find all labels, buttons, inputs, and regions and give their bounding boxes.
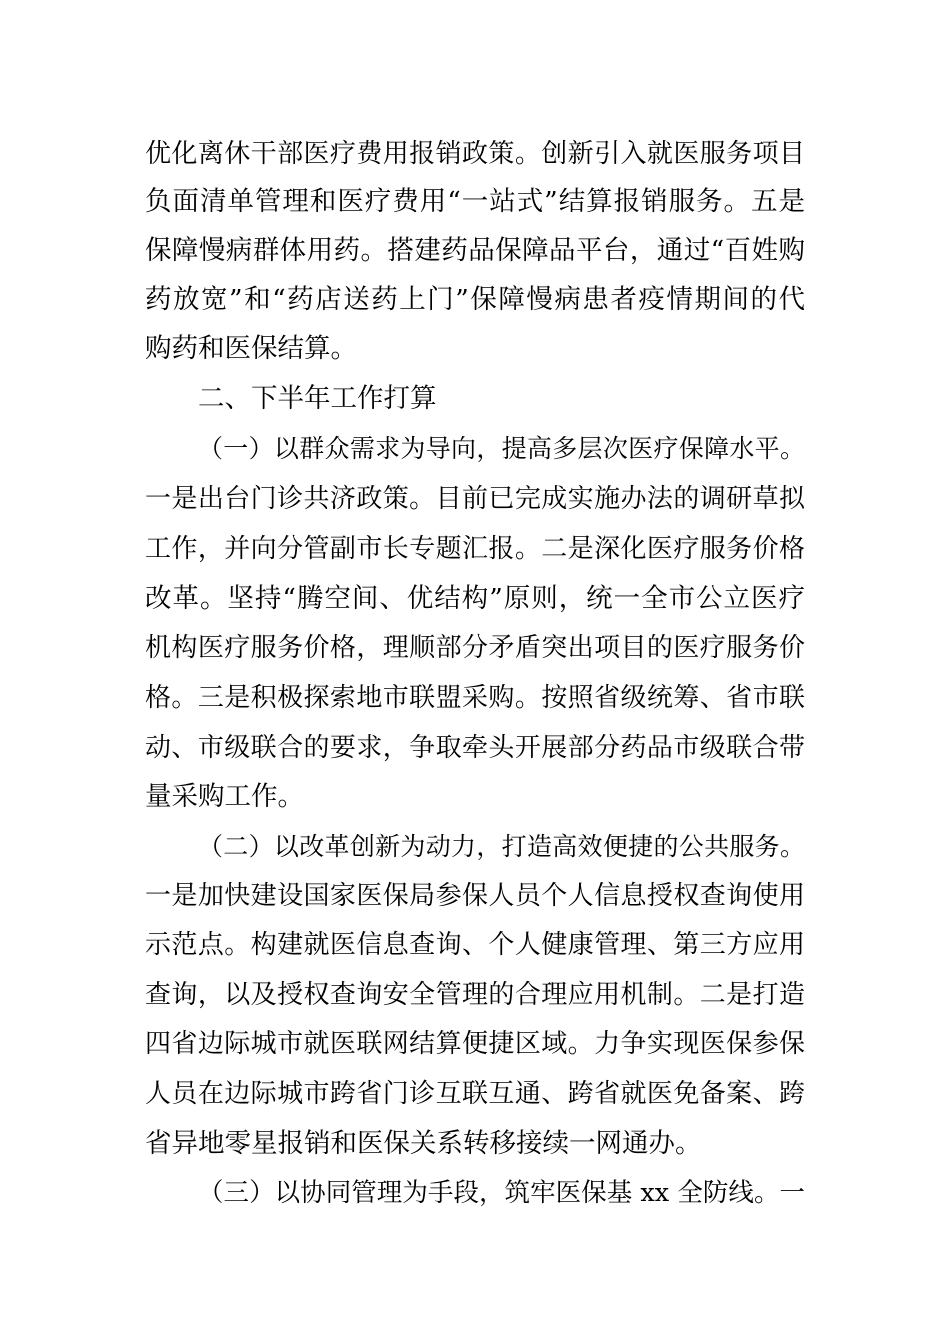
text-line-5: 购药和医保结算。 [145,333,357,364]
subsection-heading-2: （二）以改革创新为动力，打造高效便捷的公共服务。 [198,832,805,861]
text-line-13: 动、市级联合的要求，争取牵头开展部分药品市级联合带 [145,733,805,763]
text-line-10: 改革。坚持“腾空间、优结构”原则，统一全市公立医疗 [145,583,805,614]
text-line-1: 优化离休干部医疗费用报销政策。创新引入就医服务项目 [145,139,805,169]
text-line-3: 保障慢病群体用药。搭建药品保障品平台，通过“百姓购 [145,235,805,266]
text-line-20: 人员在边际城市跨省门诊互联互通、跨省就医免备案、跨 [145,1079,805,1109]
subsection-heading-1: （一）以群众需求为导向，提高多层次医疗保障水平。 [198,434,805,463]
text-line-8: 一是出台门诊共济政策。目前已完成实施办法的调研草拟 [145,484,805,514]
text-line-4: 药放宽”和“药店送药上门”保障慢病患者疫情期间的代 [145,284,805,315]
text-line-16: 一是加快建设国家医保局参保人员个人信息授权查询使用 [145,881,805,911]
text-line-17: 示范点。构建就医信息查询、个人健康管理、第三方应用 [145,930,805,960]
subsection-heading-3: （三）以协同管理为手段，筑牢医保基 xx 全防线。一 [198,1178,805,1208]
text-line-14: 量采购工作。 [145,781,304,812]
text-line-12: 格。三是积极探索地市联盟采购。按照省级统筹、省市联 [145,683,805,713]
text-line-18: 查询，以及授权查询安全管理的合理应用机制。二是打造 [145,980,805,1010]
section-heading: 二、下半年工作打算 [198,383,437,414]
text-line-9: 工作，并向分管副市长专题汇报。二是深化医疗服务价格 [145,534,805,564]
text-line-21: 省异地零星报销和医保关系转移接续一网通办。 [145,1128,702,1159]
text-line-11: 机构医疗服务价格，理顺部分矛盾突出项目的医疗服务价 [145,633,805,663]
text-line-19: 四省边际城市就医联网结算便捷区域。力争实现医保参保 [145,1029,805,1059]
text-line-2: 负面清单管理和医疗费用“一站式”结算报销服务。五是 [145,186,805,217]
